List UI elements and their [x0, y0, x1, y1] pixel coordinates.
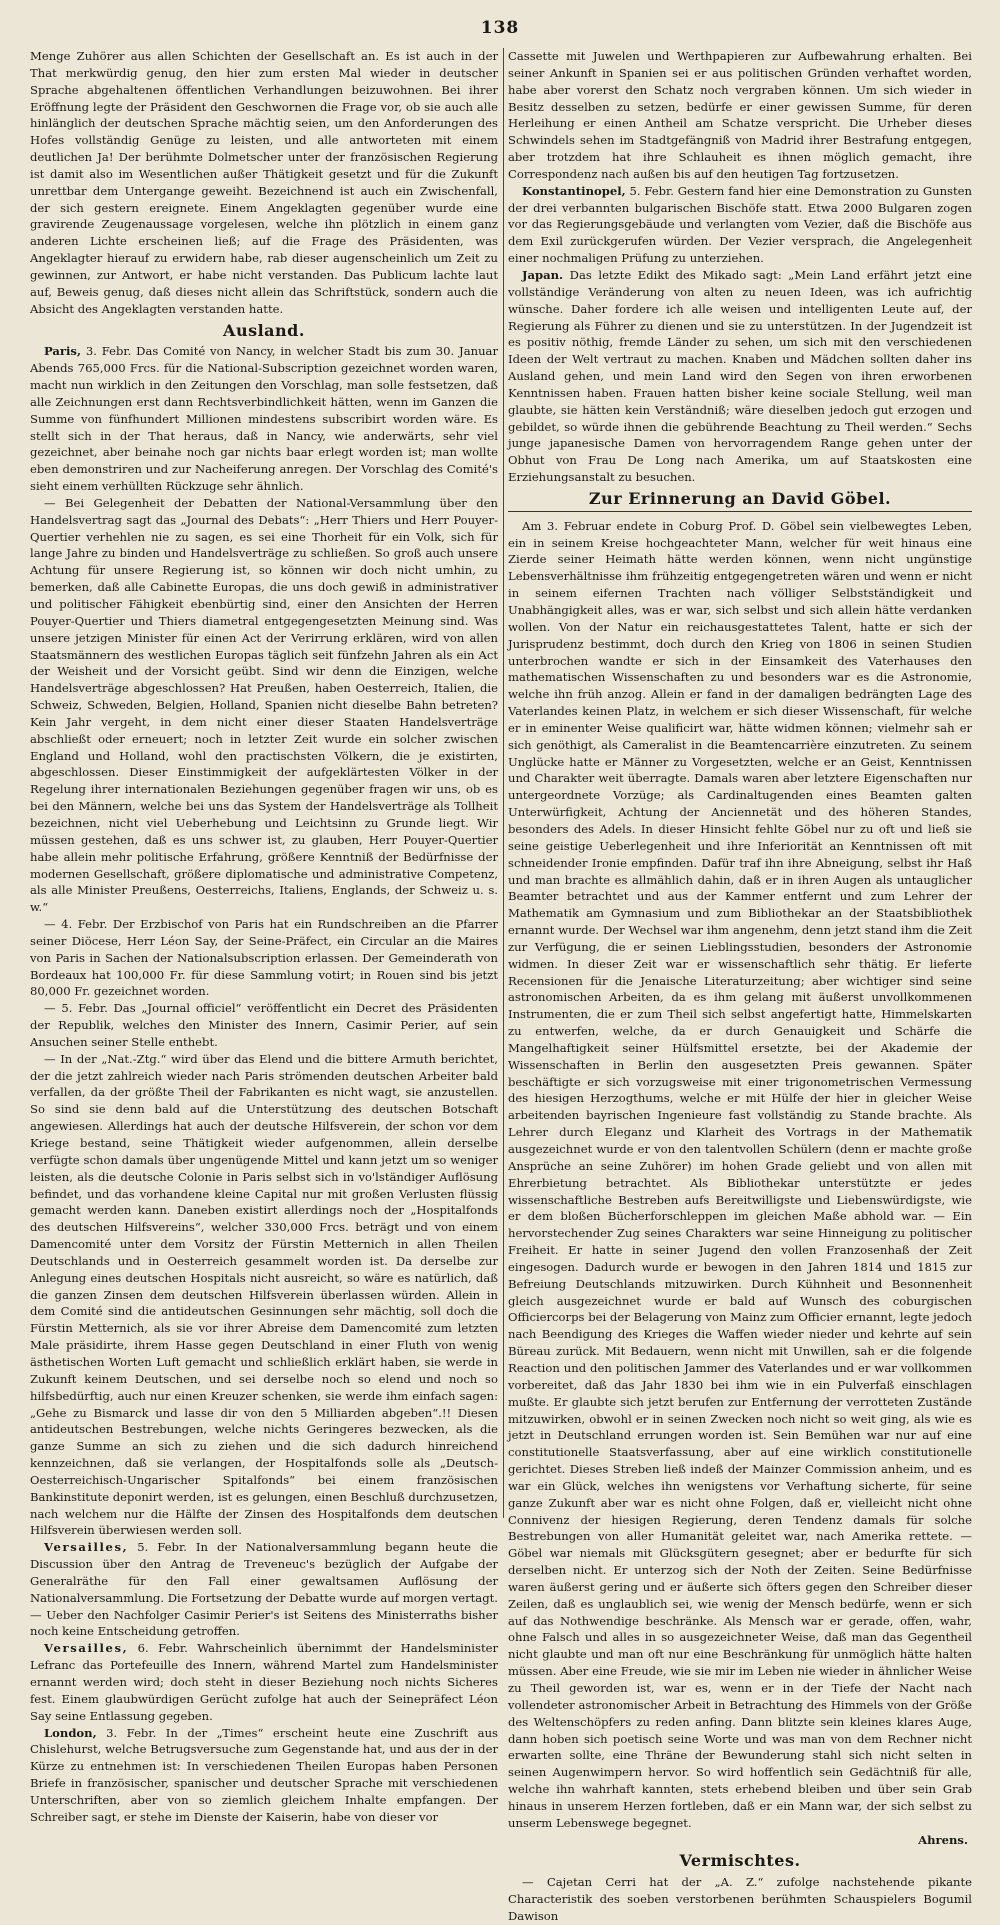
section-heading-goebel: Zur Erinnerung an David Göbel.	[508, 491, 972, 512]
dateline: London,	[44, 1725, 97, 1740]
article-text: 6. Febr. Wahrscheinlich übernimmt der Handelsminister Lefranc das Portefeuille des Innern, während Martel zum Handelsminister ernannt werden wird; doch steht in dieser Beziehung noch nichts Sicheres fest. Einem glaubwürdigen Gerücht zufolge hat auch der Seinepräfect Léon Say seine Entlassung gegeben.	[30, 1641, 499, 1723]
column-divider	[503, 48, 504, 1518]
article-text: 5. Febr. Gestern fand hier eine Demonstration zu Gunsten der drei verbannten bulgarischen Bischöfe statt. Etwa 2000 Bulgaren zogen vor das Regierungsgebäude und verlangten vom Vezier, daß die Bischöfe aus dem Exil zurückgerufen würden. Der Vezier versprach, die Angelegenheit einer nochmaligen Prüfung zu unterziehen.	[508, 183, 972, 266]
paragraph: — 5. Febr. Das „Journal officiel“ veröffentlicht ein Decret des Präsidenten der Republik, welches den Minister des Innern, Casimir Perier, auf sein Ansuchen seiner Stelle enthebt.	[30, 1001, 498, 1049]
section-heading-vermischtes: Vermischtes.	[679, 1851, 801, 1871]
dateline: Konstantinopel,	[522, 183, 626, 198]
paragraph: Am 3. Februar endete in Coburg Prof. D. Göbel sein vielbewegtes Leben, ein in seinem Kreise hochgeachteter Mann, welcher für weit hinaus eine Zierde seiner Heimath hätte werden können, wenn nicht ungünstige Lebensverhältnisse ihm frühzeitig entgegengetreten wären und wenn er nicht in seinem eifernen Trachten nach völliger Selbstständigkeit und Unabhängigkeit alles, was er war, sich selbst und sich allein hätte verdanken wollen. Von der Natur ein reichausgestattetes Talent, hatte er sich der Jurisprudenz bestimmt, doch durch den Krieg von 1806 in seinen Studien unterbrochen wandte er sich in der Einsamkeit des Vaterhauses den mathematischen Wissenschaften zu und besonders war es die Astronomie, welche ihn früh anzog. Allein er fand in der damaligen bedrängten Lage des Vaterlandes keinen Platz, in welchem er sich dieser Wissenschaft, für welche er in eminenter Weise qualificirt war, hätte widmen können; vielmehr sah er sich genöthigt, als Cameralist in die Beamtencarrière einzutreten. Zu seinem Unglücke hatte er Männer zu Vorgesetzten, welche er an Geist, Kenntnissen und Charakter weit überragte. Damals waren aber letztere Eigenschaften nur untergeordnete Vorzüge; als Cardinaltugenden eines Beamten galten Unterwürfigkeit, Achtung der Anciennetät und des höheren Standes, besonders des Adels. In dieser Hinsicht fehlte Göbel nur zu oft und ließ sie seine geistige Ueberlegenheit und ihre Inferiorität an Kenntnissen oft mit schneidender Ironie empfinden. Dafür traf ihn ihre Abneigung, selbst ihr Haß und man brachte es allmählich dahin, daß er in ihren Augen als untauglicher Beamter betrachtet und aus der Kammer entfernt und zum Lehrer der Mathematik am Gymnasium und zum Bibliothekar an der Staatsbibliothek ernannt wurde. Der Wechsel war ihm angenehm, denn jetzt stand ihm die Zeit zur Verfügung, die er seinen Lieblingsstudien, besonders der Astronomie widmen. In dieser Zeit war er wissenschaftlich sehr thätig. Er lieferte Recensionen für die Jenaische Literaturzeitung; aber wichtiger sind seine astronomischen Arbeiten, da es ihm gelang mit äußerst unvollkommenen Instrumenten, die er zum Theil sich selbst angefertigt hatte, Himmelskarten zu entwerfen, welche, da er durch Genauigkeit und Schärfe die Mangelhaftigkeit seiner Hülfsmittel ersetzte, bei der Akademie der Wissenschaften in Berlin den ausgesetzten Preis gewannen. Später beschäftigte er sich vorzugsweise mit einer trigonometrischen Vermessung des hiesigen Herzogthums, welche er mit Hülfe der hier in gleicher Weise arbeitenden bayrischen Ingenieure fast vollständig zu Stande brachte. Als Lehrer durch Eleganz und Klarheit des Vortrags in der Mathematik ausgezeichnet wurde er von den talentvollen Schülern (denn er machte große Ansprüche an seine Zuhörer) im hohen Grade geliebt und von allen mit Ehrerbietung betrachtet. Als Bibliothekar unterstützte er jedes wissenschaftliche Bestreben aufs Bereitwilligste und Liebenswürdigste, wie er dem bloßen Bücherforschleppen im gleichen Maße abhold war. — Ein hervorstechender Zug seines Charakters war seine Hinneigung zu politischer Freiheit. Er hatte in seiner Jugend den vollen Franzosenhaß der Zeit eingesogen. Dadurch wurde er bewogen in den Jahren 1814 und 1815 zur Befreiung Deutschlands mitzuwirken. Durch Kühnheit und Besonnenheit gleich ausgezeichnet wurde er bald auf Wunsch des coburgischen Officiercorps bei der Belagerung von Mainz zum Officier ernannt, legte jedoch nach Beendigung des Krieges die Waffen wieder nieder und kehrte auf sein Büreau zurück. Mit Bedauern, wenn nicht mit Unwillen, sah er die folgende Reaction und den politischen Jammer des Vaterlandes und er war vollkommen vorbereitet, daß das Jahr 1830 bei ihm wie in ein Pulverfaß einschlagen mußte. Er glaubte sich jetzt berufen zur Entfernung der verrotteten Zustände mitzuwirken, obwohl er in seinen Zwecken noch nicht so weit ging, als wie es jetzt in Deutschland errungen worden ist. Sein Bemühen war nur auf eine constitutionelle Staatsverfassung, aber auf eine wirklich constitutionelle gerichtet. Dieses Streben ließ indeß der Mainzer Commission anheim, und es war ein Glück, welches ihn wenigstens vor Verhaftung sicherte, für seine ganze Zukunft aber war es nicht ohne Folgen, daß er, vielleicht nicht ohne Connivenz der hiesigen Regierung, deren Tendenz damals für solche Bestrebungen von aller Humanität geleitet war, nach Amerika rettete. — Göbel war niemals mit Glücksgütern gesegnet; aber er bedurfte für sich derselben nicht. Er unterzog sich der Noth der Zeiten. Seine Bedürfnisse waren äußerst gering und er äußerte sich öfters gegen den Schreiber dieser Zeilen, daß es unglaublich sei, wie wenig der Mensch bedürfe, wenn er sich auf das Nothwendige beschränke. Als Mensch war er gerade, offen, wahr, ohne Falsch und alles in so ausgezeichneter Weise, daß man das Gegentheil nicht glaubte und man oft nur eine Beschränkung für unmöglich hätte halten müssen. Aber eine Freude, wie sie mir im Leben nie wieder in ähnlicher Weise zu Theil geworden ist, war es, wenn er in der Tiefe der Nacht nach vollendeter astronomischer Arbeit in Betrachtung des Himmels von der Größe des Weltenschöpfers zu reden anfing. Dann blitzte sein kleines klares Auge, dann hoben sich poetisch seine Worte und was man von dem Rechner nicht erwarten sollte, eine Thräne der Bewunderung stahl sich nicht selten in seinen Augenwimpern hervor. So wird hoffentlich sein Gedächtniß für alle, welche ihn wahrhaft kannten, stets erhebend bleiben und über sein Grab hinaus in unserem Herzen fortleben, daß er ein Mann war, der sich selbst zu unserm Lebenswege begegnet.	[508, 518, 972, 1830]
dateline: Versailles,	[44, 1641, 129, 1656]
dateline: Japan.	[522, 267, 564, 282]
article-text: 3. Febr. Das Comité von Nancy, in welcher Stadt bis zum 30. Januar Abends 765,000 Frcs. für die National-Subscription gezeichnet worden waren, macht nun wirklich in den Zeitungen den Vorschlag, man solle festsetzen, daß alle Zeichnungen erst dann Rechtsverbindlichkeit hätten, wenn im Ganzen die Summe von fünfhundert Millionen mindestens subscribirt worden wäre. Es stellt sich in der That heraus, daß in Nancy, wie anderwärts, sehr viel gezeichnet, aber beinahe noch gar nichts baar erlegt worden ist; man wollte eben demonstriren und zur Nacheiferung anregen. Der Vorschlag des Comité's sieht einem verhüllten Rückzuge sehr ähnlich.	[30, 344, 498, 494]
paragraph: Menge Zuhörer aus allen Schichten der Gesellschaft an. Es ist auch in der That merkwürdig genug, den hier zum ersten Mal wieder in deutscher Sprache abgehaltenen öffentlichen Verhandlungen beizuwohnen. Bei ihrer Eröffnung legte der Präsident den Geschwornen die Frage vor, ob sie auch alle hinlänglich der deutschen Sprache mächtig seien, um den Anforderungen des Hofes vollständig Genüge zu leisten, und alle antworteten mit einem deutlichen Ja! Der berühmte Dolmetscher unter der französischen Regierung ist damit also im Wesentlichen außer Thätigkeit gesetzt und für die Zukunft unrettbar dem Untergange geweiht. Bezeichnend ist auch ein Zwischenfall, der sich gestern ereignete. Einem Angeklagten gegenüber wurde eine gravirende Zeugenaussage vorgelesen, welche ihn plötzlich in einem ganz anderen Lichte erscheinen ließ; auf die Frage des Präsidenten, was Angeklagter hierauf zu erwidern habe, rab dieser augenscheinlich um Zeit zu gewinnen, zur Antwort, er habe nicht verstanden. Das Publicum lachte laut auf, Beweis genug, daß dieses nicht allein das Schriftstück, sondern auch die Absicht des Angeklagten verstanden hatte.	[30, 49, 498, 316]
paragraph: — 4. Febr. Der Erzbischof von Paris hat ein Rundschreiben an die Pfarrer seiner Diöcese, Herr Léon Say, der Seine-Präfect, ein Circular an die Maires von Paris in Sachen der Nationalsubscription erlassen. Der Gemeinderath von Bordeaux hat 100,000 Fr. für diese Sammlung votirt; in Rouen sind bis jetzt 80,000 Fr. gezeichnet worden.	[30, 917, 498, 999]
paragraph: — Cajetan Cerri hat der „A. Z.“ zufolge nachstehende pikante Characteristik des soeben verstorbenen berühmten Schauspielers Bogumil Dawison	[508, 1875, 972, 1923]
paragraph: — Bei Gelegenheit der Debatten der National-Versammlung über den Handelsvertrag sagt das „Journal des Debats“: „Herr Thiers und Herr Pouyer-Quertier verhehlen nie zu sagen, es sei eine Thorheit für ein Volk, sich für lange Jahre zu binden und Handelsverträge zu schließen. So groß auch unsere Achtung für unsere Regierung ist, so können wir doch nicht umhin, zu bemerken, daß alle Cabinette Europas, die uns doch gewiß in administrativer und politischer Fähigkeit ebenbürtig sind, einer den Ansichten der Herren Pouyer-Quertier und Thiers diametral entgegengesetzten Meinung sind. Was unsere jetzigen Minister für einen Act der Verirrung erklären, wird von allen Staatsmännern des westlichen Europas täglich seit fünfzehn Jahren als ein Act der Weisheit und der Vorsicht geübt. Sind wir denn die Einzigen, welche Handelsverträge abgeschlossen? Hat Preußen, haben Oesterreich, Italien, die Schweiz, Schweden, Belgien, Holland, Spanien nicht dieselbe Bahn betreten? Kein Jahr vergeht, in dem nicht einer dieser Staaten Handelsverträge abschließt oder erneuert; noch in letzter Zeit wurde ein solcher zwischen England und Holland, wohl den practischsten Völkern, die je existirten, abgeschlossen. Dieser Einstimmigkeit der aufgeklärtesten Völker in der Regelung ihrer internationalen Beziehungen gegenüber fragen wir uns, ob es bei den Männern, welche bei uns das System der Handelsverträge als Tollheit bezeichnen, nicht viel Ueberhebung und Leichtsinn zu Grunde liegt. Wir müssen gestehen, daß es uns schwer ist, zu glauben, Herr Pouyer-Quertier habe allein mehr politische Erfahrung, größere Kenntniß der Bedürfnisse der modernen Gesellschaft, größere diplomatische und administrative Competenz, als alle Minister Preußens, Oesterreichs, Italiens, Englands, der Schweiz u. s. w.“	[30, 495, 498, 915]
author-signature: Ahrens.	[918, 1832, 968, 1847]
paragraph: Cassette mit Juwelen und Werthpapieren zur Aufbewahrung erhalten. Bei seiner Ankunft in Spanien sei er aus politischen Gründen verhaftet worden, habe aber vorerst den Schatz noch vergraben können. Um sich wieder in Besitz desselben zu setzen, bedürfe er einer gewissen Summe, für deren Herleihung er einen Antheil am Schatze verspricht. Die Urheber dieses Schwindels sehen im Stadtgefängniß von Madrid ihrer Bestrafung entgegen, aber trotzdem hat ihre Schlauheit es ihnen möglich gemacht, ihre Correspondenz nach außen bis auf den heutigen Tag fortzusetzen.	[508, 49, 972, 181]
article-text: 5. Febr. In der Nationalversammlung begann heute die Discussion über den Antrag de Treveneuc's bezüglich der Aufgabe der Generalräthe für den Fall einer gewaltsamen Auflösung der Nationalversammlung. Die Fortsetzung der Debatte wurde auf morgen vertagt. — Ueber den Nachfolger Casimir Perier's ist Seitens des Ministerraths bisher noch keine Entscheidung getroffen.	[30, 1540, 498, 1639]
paragraph: — In der „Nat.-Ztg.“ wird über das Elend und die bittere Armuth berichtet, der die jetzt zahlreich wieder nach Paris strömenden deutschen Arbeiter bald verfallen, da der größte Theil der Fabrikanten es nicht wagt, sie anzustellen. So sind sie denn bald auf die Unterstützung des deutschen Botschaft angewiesen. Allerdings hat auch der deutsche Hilfsverein, der schon vor dem Kriege bestand, seine Thätigkeit wieder aufgenommen, allein derselbe verfügte schon damals über ungenügende Mittel und kann jetzt um so weniger leisten, als die deutsche Colonie in Paris selbst sich in vo'lständiger Auflösung befindet, und das vorhandene kleine Capital nur mit großen Verlusten flüssig gemacht werden kann. Daneben existirt allerdings noch der „Hospitalfonds des deutschen Hilfsvereins“, welcher 330,000 Frcs. beträgt und von einem Damencomité unter dem Vorsitz der Fürstin Metternich in allen Theilen Deutschlands und in Oesterreich gesammelt worden ist. Da derselbe zur Anlegung eines deutschen Hospitals nicht ausreicht, so wäre es natürlich, daß die ganzen Zinsen dem deutschen Hilfsverein überlassen würden. Allein in dem Comité sind die antideutschen Gesinnungen sehr mächtig, soll doch die Fürstin Metternich, als sie vor ihrer Abreise dem Damencomité zum letzten Male präsidirte, ihrem Hasse gegen Deutschland in einer Fluth von wenig ästhetischen Worten Luft gemacht und schließlich erklärt haben, sie werde in Zukunft keinem Deutschen, und sei derselbe noch so elend und noch so hilfsbedürftig, auch nur einen Kreuzer schenken, sie werde ihm einfach sagen: „Gehe zu Bismarck und lasse dir von den 5 Milliarden abgeben“.!! Diesen antideutschen Bestrebungen, welche nichts Geringeres bezwecken, als die ganze Summe an sich zu ziehen und die sich dadurch hinreichend kennzeichnen, daß sie verlangen, der Hospitalfonds solle als „Deutsch-Oesterreichisch-Ungarischer Spitalfonds“ bei einem französischen Bankinstitute deponirt werden, ist es gelungen, einen Beschluß durchzusetzen, nach welchem nur die Hälfte der Zinsen des Hospitalfonds dem deutschen Hilfsverein überwiesen werden soll.	[30, 1051, 498, 1538]
right-column	[508, 48, 972, 1923]
dateline: Paris,	[44, 344, 81, 359]
article-text: 3. Febr. In der „Times“ erscheint heute eine Zuschrift aus Chislehurst, welche Betrugsversuche zum Gegenstande hat, und aus der in der Kürze zu entnehmen ist: In verschiedenen Theilen Europas haben Personen Briefe in französischer, spanischer und deutscher Sprache mit verschiedenen Unterschriften, aber von so ziemlich gleichem Inhalte empfangen. Der Schreiber sagt, er stehe im Dienste der Kaiserin, habe von dieser vor	[30, 1725, 498, 1824]
versailles-report	[30, 1640, 498, 1724]
japan-report	[508, 267, 972, 486]
section-heading-ausland: Ausland.	[223, 320, 305, 340]
london-report	[30, 1725, 498, 1826]
paris-report	[30, 343, 498, 495]
konstantinopel-report	[508, 183, 972, 267]
versailles-report	[30, 1539, 498, 1640]
article-text: Das letzte Edikt des Mikado sagt: „Mein Land erfährt jetzt eine vollständige Veränderung von alten zu neuen Ideen, was ich aufrichtig wünsche. Daher fordere ich alle weisen und intelligenten Leute auf, der Regierung als Führer zu dienen und sie zu unterstützen. In der Jugendzeit ist es positiv nöthig, fremde Länder zu sehen, um sich mit den verschiedenen Ideen der Welt vertraut zu machen. Knaben und Mädchen sollten daher ins Ausland gehen, und mein Land wird den Segen von ihren erworbenen Kenntnissen haben. Frauen hatten bisher keine sociale Stellung, weil man glaubte, sie hätten kein Verständniß; wäre dieselben jedoch gut erzogen und gebildet, so würde ihnen die gebührende Beachtung zu Theil werden.“ Sechs junge japanesische Damen von hervorragendem Range gehen unter der Obhut von Frau De Long nach Amerika, um auf Staatskosten eine Erziehungsanstalt zu besuchen.	[508, 267, 972, 485]
left-column	[30, 48, 499, 1824]
page-number: 138	[480, 18, 520, 38]
dateline: Versailles,	[44, 1540, 129, 1555]
